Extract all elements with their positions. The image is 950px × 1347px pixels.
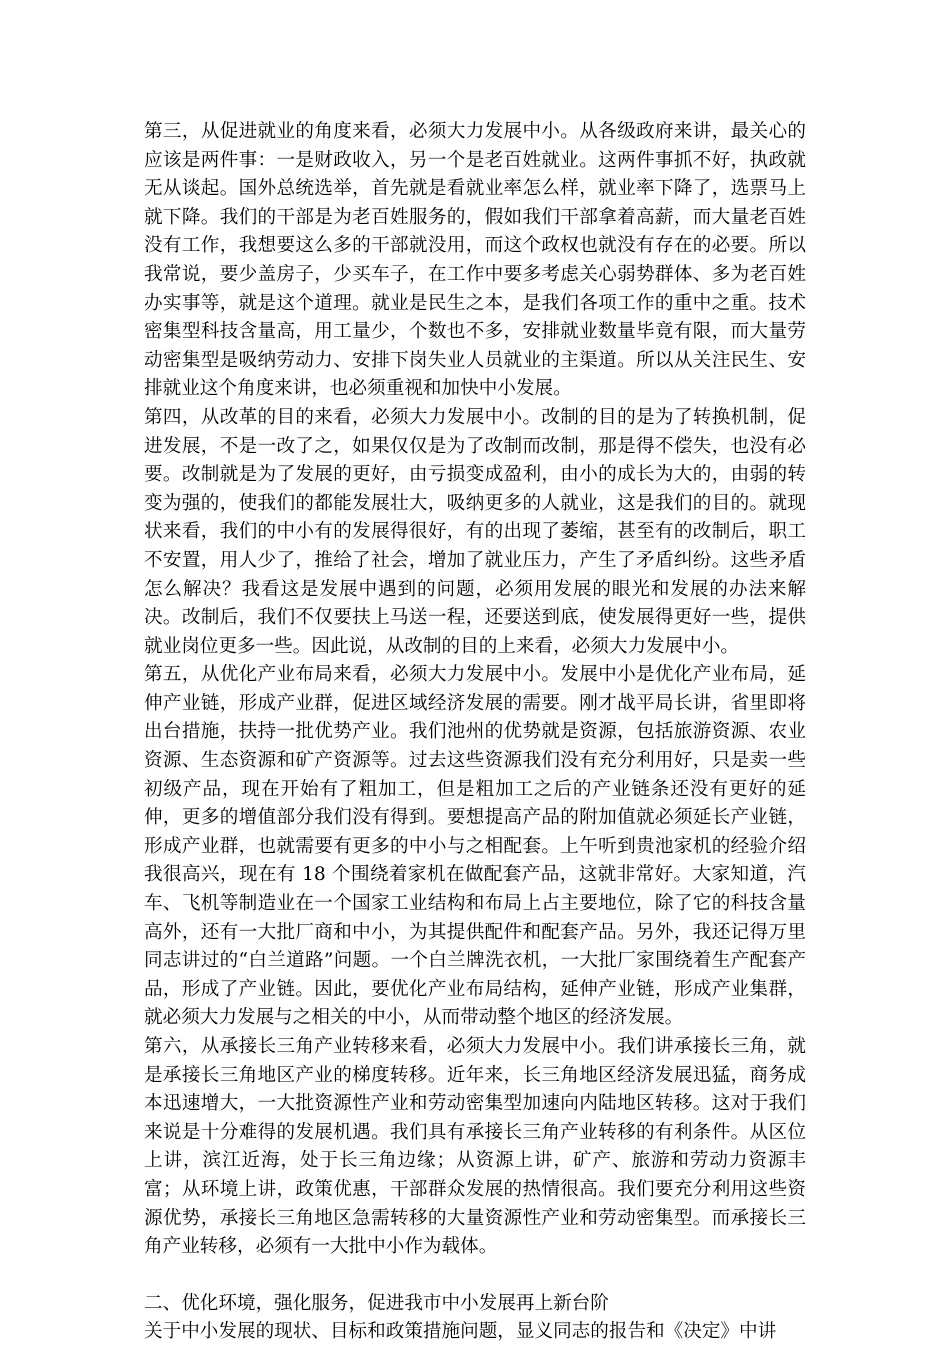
paragraph-industry-layout: 第五，从优化产业布局来看，必须大力发展中小。发展中小是优化产业布局，延伸产业链，形成产业群，促进区域经济发展的需要。刚才战平局长讲，省里即将出台措施，扶持一批优势产业。我们池州的优势就是资源，包括旅游资源、农业资源、生态资源和矿产资源等。过去这些资源我们没有充分利用好，只是卖一些初级产品，现在开始有了粗加工，但是粗加工之后的产业链条还没有更好的延伸，更多的增值部分我们没有得到。要想提高产品的附加值就必须延长产业链，形成产业群，也就需要有更多的中小与之相配套。上午听到贵池家机的经验介绍我很高兴，现在有 18 个围绕着家机在做配套产品，这就非常好。大家知道，汽车、飞机等制造业在一个国家工业结构和布局上占主要地位，除了它的科技含量高外，还有一大批厂商和中小，为其提供配件和配套产品。另外，我还记得万里同志讲过的“白兰道路”问题。一个白兰牌洗衣机，一大批厂家围绕着生产配套产品，形成了产业链。因此，要优化产业布局结构，延伸产业链，形成产业集群，就必须大力发展与之相关的中小，从而带动整个地区的经济发展。	[144, 664, 806, 1029]
paragraph-yangtze-delta: 第六，从承接长三角产业转移来看，必须大力发展中小。我们讲承接长三角，就是承接长三角地区产业的梯度转移。近年来，长三角地区经济发展迅猛，商务成本迅速增大，一大批资源性产业和劳动密集型加速向内陆地区转移。这对于我们来说是十分难得的发展机遇。我们具有承接长三角产业转移的有利条件。从区位上讲，滨江近海，处于长三角边缘；从资源上讲，矿产、旅游和劳动力资源丰富；从环境上讲，政策优惠，干部群众发展的热情很高。我们要充分利用这些资源优势，承接长三角地区急需转移的大量资源性产业和劳动密集型。而承接长三角产业转移，必须有一大批中小作为载体。	[144, 1036, 806, 1258]
document-page	[144, 118, 806, 1347]
paragraph-reform: 第四，从改革的目的来看，必须大力发展中小。改制的目的是为了转换机制，促进发展，不是一改了之，如果仅仅是为了改制而改制，那是得不偿失，也没有必要。改制就是为了发展的更好，由亏损变成盈利，由小的成长为大的，由弱的转变为强的，使我们的都能发展壮大，吸纳更多的人就业，这是我们的目的。就现状来看，我们的中小有的发展得很好，有的出现了萎缩，甚至有的改制后，职工不安置，用人少了，推给了社会，增加了就业压力，产生了矛盾纠纷。这些矛盾怎么解决？我看这是发展中遇到的问题，必须用发展的眼光和发展的办法来解决。改制后，我们不仅要扶上马送一程，还要送到底，使发展得更好一些，提供就业岗位更多一些。因此说，从改制的目的上来看，必须大力发展中小。	[144, 406, 806, 657]
section-heading: 二、优化环境，强化服务，促进我市中小发展再上新台阶	[144, 1292, 609, 1314]
paragraph-employment: 第三，从促进就业的角度来看，必须大力发展中小。从各级政府来讲，最关心的应该是两件事：一是财政收入，另一个是老百姓就业。这两件事抓不好，执政就无从谈起。国外总统选举，首先就是看就业率怎么样，就业率下降了，选票马上就下降。我们的干部是为老百姓服务的，假如我们干部拿着高薪，而大量老百姓没有工作，我想要这么多的干部就没用，而这个政权也就没有存在的必要。所以我常说，要少盖房子，少买车子，在工作中要多考虑关心弱势群体、多为老百姓办实事等，就是这个道理。就业是民生之本，是我们各项工作的重中之重。技术密集型科技含量高，用工量少，个数也不多，安排就业数量毕竟有限，而大量劳动密集型是吸纳劳动力、安排下岗失业人员就业的主渠道。所以从关注民生、安排就业这个角度来讲，也必须重视和加快中小发展。	[144, 121, 806, 400]
paragraph-closing: 关于中小发展的现状、目标和政策措施问题，显义同志的报告和《决定》中讲	[144, 1321, 777, 1343]
